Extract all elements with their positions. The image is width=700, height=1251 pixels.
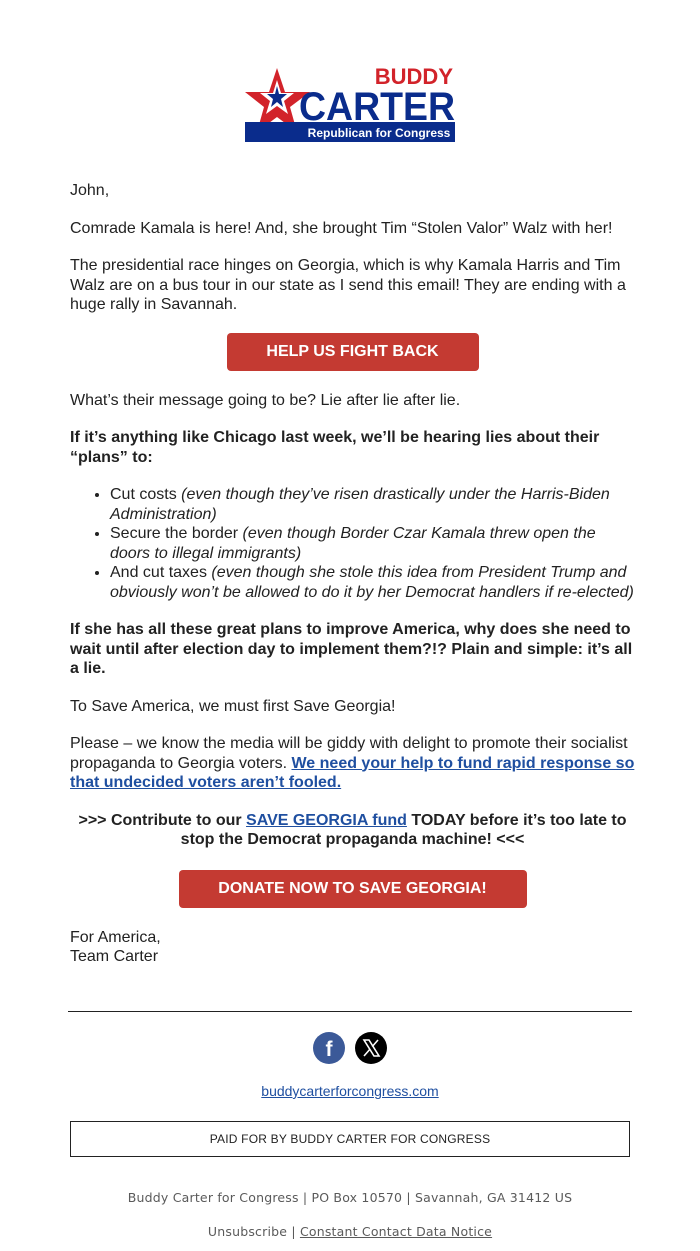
footer-links: Unsubscribe | Constant Contact Data Notice: [207, 1224, 493, 1239]
help-fight-back-button[interactable]: HELP US FIGHT BACK: [227, 333, 479, 371]
plans-list: [70, 485, 635, 602]
paragraph-message: What’s their message going to be? Lie after lie after lie.: [70, 391, 461, 409]
facebook-icon[interactable]: [313, 1032, 345, 1064]
paragraph-media: Please – we know the media will be giddy with delight to promote their socialist propaganda to Georgia voters. We need your help to fund rapid response so that undecided voters aren’t fooled.: [70, 735, 635, 791]
paragraph-race: The presidential race hinges on Georgia, which is why Kamala Harris and Tim Walz are on a bus tour in our state as I send this email! They are ending with a huge rally in Savannah.: [70, 257, 626, 313]
donate-now-button[interactable]: DONATE NOW TO SAVE GEORGIA!: [179, 870, 527, 908]
list-item: • Cut costs (even though they’ve risen drastically under the Harris-Biden Administration): [110, 485, 635, 524]
save-georgia-fund-link[interactable]: SAVE GEORGIA fund: [246, 811, 407, 829]
svg-text:f: f: [325, 1038, 333, 1061]
buddy-carter-logo[interactable]: [243, 62, 457, 144]
email-body: [70, 181, 635, 985]
data-notice-link[interactable]: Constant Contact Data Notice: [299, 1224, 493, 1239]
paragraph-comrade: Comrade Kamala is here! And, she brought Tim “Stolen Valor” Walz with her!: [70, 219, 613, 237]
divider: [68, 1011, 632, 1012]
paragraph-great-plans: If she has all these great plans to improve America, why does she need to wait until after election day to implement them?!? Plain and simple: it’s all a lie.: [70, 621, 633, 677]
logo-tagline: Republican for Congress: [307, 126, 451, 140]
logo-last-name: CARTER: [299, 85, 456, 129]
x-twitter-icon[interactable]: [355, 1032, 387, 1064]
rapid-response-link[interactable]: We need your help to fund rapid response so that undecided voters aren’t fooled.: [70, 754, 635, 791]
list-item: • And cut taxes (even though she stole this idea from President Trump and obviously won’t be allowed to do it by her Democrat handlers if re-elected): [110, 563, 635, 602]
paragraph-chicago: If it’s anything like Chicago last week, we’ll be hearing lies about their “plans” to:: [70, 429, 600, 466]
signoff: For America, Team Carter: [70, 928, 161, 965]
list-item: • Secure the border (even though Border Czar Kamala threw open the doors to illegal immigrants): [110, 524, 635, 563]
paragraph-save-america: To Save America, we must first Save Georgia!: [70, 697, 396, 715]
logo-header: [0, 62, 700, 144]
paid-for-disclaimer: PAID FOR BY BUDDY CARTER FOR CONGRESS: [70, 1121, 630, 1157]
footer-address: Buddy Carter for Congress | PO Box 10570 | Savannah, GA 31412 US: [127, 1190, 573, 1205]
logo-first-name: BUDDY: [374, 64, 453, 89]
social-links: [0, 1032, 700, 1064]
unsubscribe-link[interactable]: Unsubscribe: [207, 1224, 288, 1239]
cta-paragraph: >>> Contribute to our SAVE GEORGIA fund TODAY before it’s too late to stop the Democrat propaganda machine! <<<: [78, 811, 627, 848]
website-link[interactable]: buddycarterforcongress.com: [261, 1083, 439, 1099]
greeting: John,: [70, 182, 110, 199]
